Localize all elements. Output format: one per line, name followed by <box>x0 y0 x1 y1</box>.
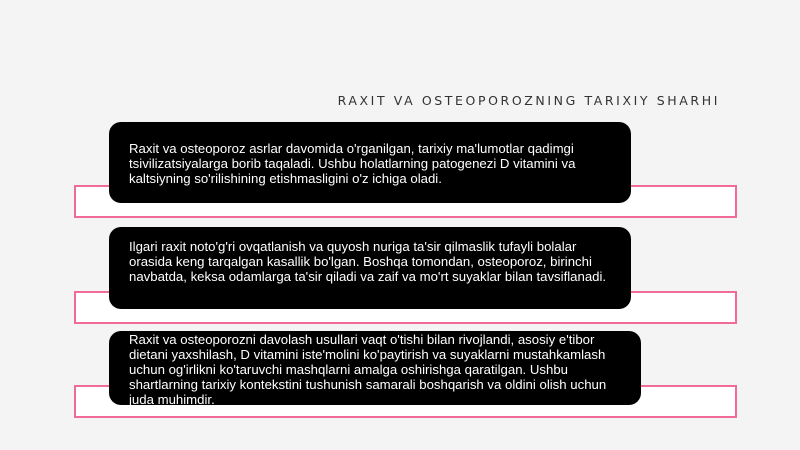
card-3 <box>109 331 641 405</box>
card-1 <box>109 122 631 203</box>
card-3-text: Raxit va osteoporozni davolash usullari vaqt o'tishi bilan rivojlandi, asosiy e'tibor dietani yaxshilash, D vitamini iste'molini ko'paytirish va suyaklarni mustahkamlash uchun og'irlikni ko'taruvchi mashqlarni amalga oshirishga qaratilgan. Ushbu shartlarning tarixiy kontekstini tushunish samarali boshqarish va oldini olish uchun juda muhimdir. <box>129 332 607 407</box>
card-2 <box>109 227 631 309</box>
card-1-text: Raxit va osteoporoz asrlar davomida o'rganilgan, tarixiy ma'lumotlar qadimgi tsivilizatsiyalarga borib taqaladi. Ushbu holatlarning patogenezi D vitamini va kaltsiyning so'rilishining etishmasligini o'z ichiga oladi. <box>129 141 576 186</box>
slide-title: RAXIT VA OSTEOPOROZNING TARIXIY SHARHI <box>337 93 720 108</box>
card-2-text: Ilgari raxit noto'g'ri ovqatlanish va quyosh nuriga ta'sir qilmaslik tufayli bolalar orasida keng tarqalgan kasallik bo'lgan. Boshqa tomondan, osteoporoz, birinchi navbatda, keksa odamlarga ta'sir qiladi va zaif va mo'rt suyaklar bilan tavsiflanadi. <box>129 239 607 284</box>
